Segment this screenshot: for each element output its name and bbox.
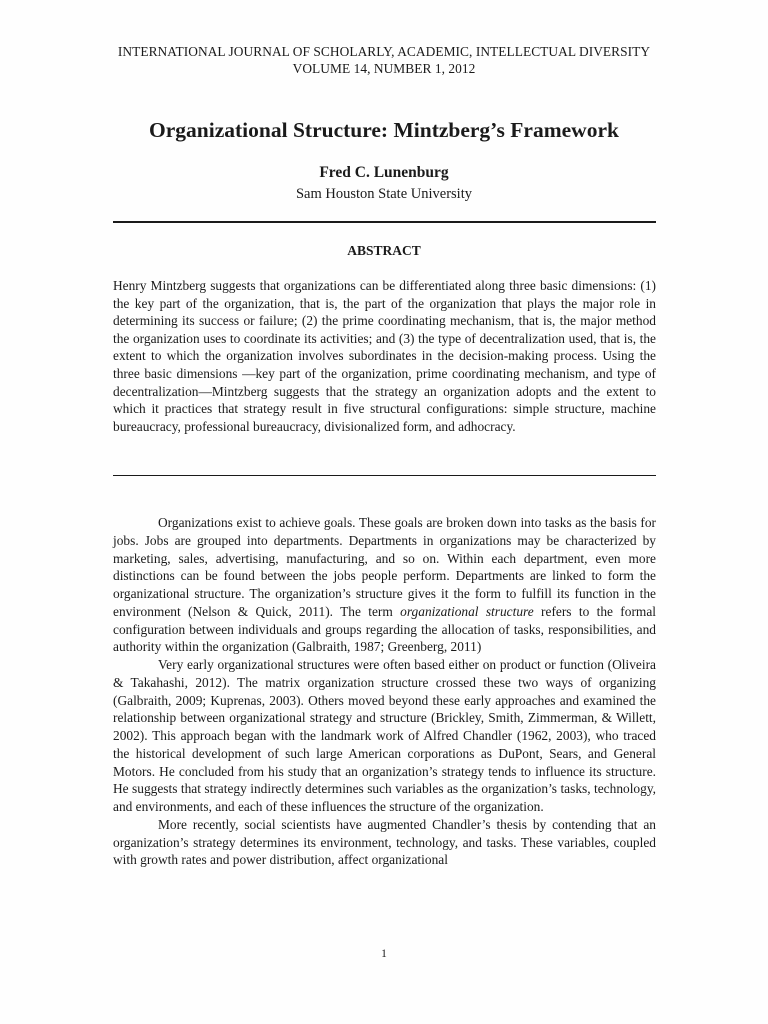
paper-title: Organizational Structure: Mintzberg’s Framework bbox=[149, 118, 619, 142]
main-body bbox=[113, 514, 656, 869]
paragraph-1-text-b: refers to the formal configuration between individuals and groups regarding the allocation of tasks, responsibilities, and authority within the organization (Galbraith, 1987; Greenberg, 2011) bbox=[113, 603, 656, 655]
journal-header bbox=[0, 44, 768, 77]
journal-volume: VOLUME 14, NUMBER 1, 2012 bbox=[292, 60, 476, 76]
author-affiliation: Sam Houston State University bbox=[295, 186, 472, 202]
body-paragraph-3: More recently, social scientists have augmented Chandler’s thesis by contending that an organization’s strategy determines its environment, technology, and tasks. These variables, coupled with growth rates and power distribution, affect organizational bbox=[113, 816, 656, 868]
abstract-top-rule bbox=[113, 221, 656, 223]
emphasized-term: organizational structure bbox=[400, 603, 534, 619]
paragraph-1-text-a: Organizations exist to achieve goals. These goals are broken down into tasks as the basis for jobs. Jobs are grouped into departments. Departments in organizations may be characterized by marketing, sales, advertising, manufacturing, and so on. Within each department, even more distinctions can be found between the jobs people perform. Departments are linked to form the organizational structure. The organization’s structure gives it the form to fulfill its function in the environment (Nelson & Quick, 2011). The term bbox=[113, 515, 656, 619]
abstract-bottom-rule bbox=[113, 475, 656, 476]
body-paragraph-2: Very early organizational structures were often based either on product or function (Oliveira & Takahashi, 2012). The matrix organization structure crossed these two ways of organizing (Galbraith, 2009; Kuprenas, 2003). Others moved beyond these early approaches and examined the relationship between organizational strategy and structure (Brickley, Smith, Zimmerman, & Willett, 2002). This approach began with the landmark work of Alfred Chandler (1962, 2003), who traced the historical development of such large American corporations as DuPont, Sears, and General Motors. He concluded from his study that an organization’s strategy tends to influence its structure. He suggests that strategy indirectly determines such variables as the organization’s tasks, technology, and environments, and each of these influences the structure of the organization. bbox=[113, 657, 656, 814]
author-name: Fred C. Lunenburg bbox=[319, 164, 449, 181]
journal-name: INTERNATIONAL JOURNAL OF SCHOLARLY, ACADEMIC, INTELLECTUAL DIVERSITY bbox=[117, 44, 651, 59]
page-number: 1 bbox=[381, 948, 387, 960]
abstract-heading: ABSTRACT bbox=[347, 243, 421, 258]
body-paragraph-1 bbox=[113, 514, 656, 656]
abstract-text: Henry Mintzberg suggests that organizations can be differentiated along three basic dimensions: (1) the key part of the organization, that is, the part of the organization that plays the major role in determining its success or failure; (2) the prime coordinating mechanism, that is, the major method the organization uses to coordinate its activities; and (3) the type of decentralization used, that is, the extent to which the organization involves subordinates in the decision-making process. Using the three basic dimensions —key part of the organization, prime coordinating mechanism, and type of decentralization—Mintzberg suggests that the strategy an organization adopts and the extent to which it practices that strategy result in five structural configurations: simple structure, machine bureaucracy, professional bureaucracy, divisionalized form, and adhocracy. bbox=[113, 278, 656, 434]
